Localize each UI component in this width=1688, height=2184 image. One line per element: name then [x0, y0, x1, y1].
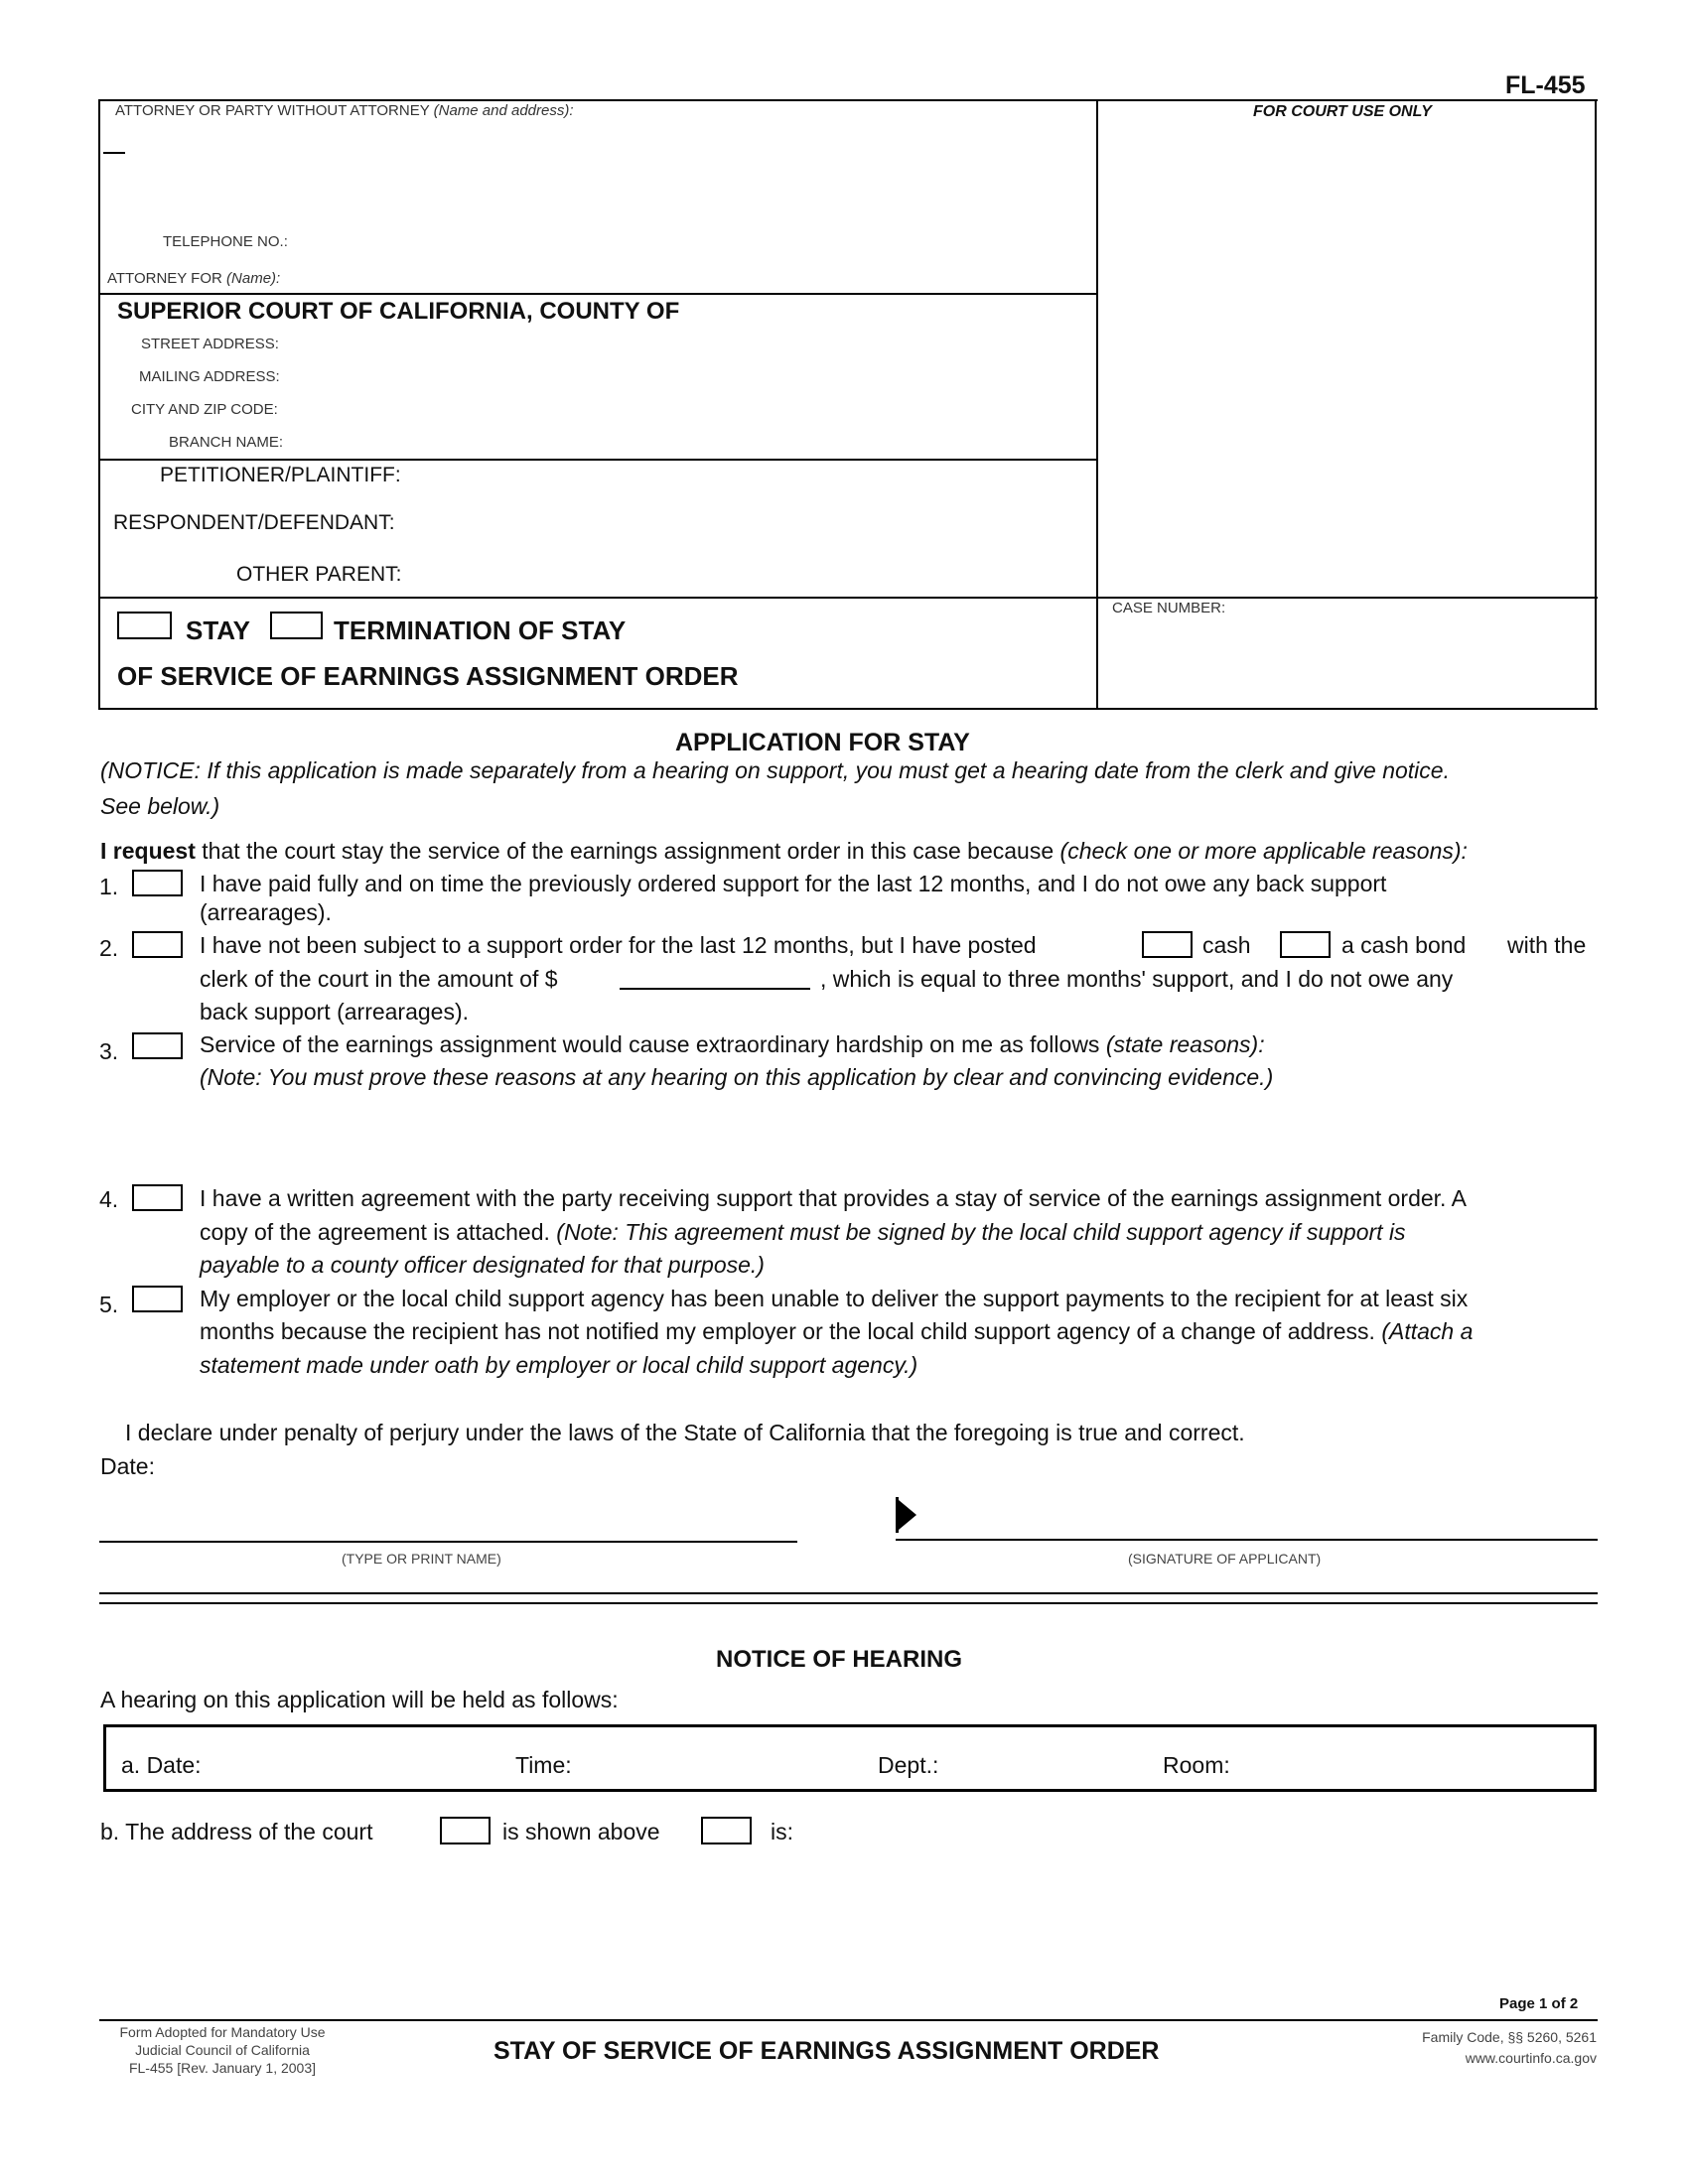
item2-checkbox[interactable]: [132, 931, 183, 958]
termination-checkbox[interactable]: [270, 612, 323, 639]
caption-bottom-border: [99, 708, 1598, 710]
case-number-label: CASE NUMBER:: [1112, 600, 1226, 616]
court-address-label: b. The address of the court: [100, 1819, 373, 1844]
item2-number: 2.: [99, 935, 119, 961]
item5-line3: statement made under oath by employer or local child support agency.): [200, 1352, 918, 1378]
adopted-line3: FL-455 [Rev. January 1, 2003]: [128, 2060, 317, 2076]
item4-checkbox[interactable]: [132, 1184, 183, 1211]
item5-number: 5.: [99, 1292, 119, 1317]
separator-top: [99, 1592, 1598, 1594]
notice-line1: (NOTICE: If this application is made separately from a hearing on support, you must get a hearing date from the clerk and give notice.: [100, 757, 1450, 783]
city-zip-label: CITY AND ZIP CODE:: [131, 401, 278, 418]
item2-line2b: , which is equal to three months' support, and I do not owe any: [820, 966, 1454, 992]
address-is-checkbox[interactable]: [701, 1817, 752, 1844]
item4-line1: I have a written agreement with the party receiving support that provides a stay of service of the earnings assignment order. A: [200, 1185, 1467, 1211]
date-label: Date:: [100, 1453, 155, 1479]
signature-line[interactable]: [896, 1539, 1598, 1541]
divider-court: [99, 293, 1097, 295]
attorney-name-mark: [103, 152, 125, 154]
request-line: I request that the court stay the service of the earnings assignment order in this case because (check one or more applicable reasons):: [100, 838, 1468, 864]
petitioner-label: PETITIONER/PLAINTIFF:: [160, 464, 401, 486]
caption-top-border: [99, 99, 1598, 101]
item4-number: 4.: [99, 1186, 119, 1212]
item5-line1: My employer or the local child support agency has been unable to deliver the support payments to the recipient for at least six: [200, 1286, 1469, 1311]
telephone-label: TELEPHONE NO.:: [163, 233, 288, 250]
application-heading: APPLICATION FOR STAY: [675, 729, 970, 756]
separator-bottom: [99, 1602, 1598, 1604]
adoption-info: [99, 2023, 346, 2077]
item3-number: 3.: [99, 1038, 119, 1064]
court-use-label: FOR COURT USE ONLY: [1253, 103, 1432, 120]
attorney-label: ATTORNEY OR PARTY WITHOUT ATTORNEY (Name and address):: [115, 102, 574, 119]
item4-line2: copy of the agreement is attached. (Note: This agreement must be signed by the local child support agency if support is: [200, 1219, 1406, 1245]
item1-number: 1.: [99, 874, 119, 899]
footer-rule: [99, 2019, 1598, 2021]
respondent-label: RESPONDENT/DEFENDANT:: [113, 511, 395, 534]
adopted-line2: Judicial Council of California: [135, 2042, 310, 2058]
page-number: Page 1 of 2: [1499, 1995, 1579, 2012]
item5-checkbox[interactable]: [132, 1286, 183, 1312]
form-title-line2: OF SERVICE OF EARNINGS ASSIGNMENT ORDER: [117, 661, 739, 691]
address-is-label: is:: [771, 1819, 793, 1844]
footer-title: STAY OF SERVICE OF EARNINGS ASSIGNMENT ORDER: [493, 2037, 1160, 2065]
item3-note: (Note: You must prove these reasons at any hearing on this application by clear and convincing evidence.): [200, 1064, 1274, 1090]
item3-checkbox[interactable]: [132, 1032, 183, 1059]
caption-left-border: [98, 99, 100, 710]
caption-divider: [1096, 99, 1098, 710]
item4-line3: payable to a county officer designated for that purpose.): [200, 1252, 765, 1278]
item2-cash-label: cash: [1202, 932, 1251, 958]
shown-above-label: is shown above: [502, 1819, 660, 1844]
caption-right-border: [1595, 99, 1597, 710]
hearing-dept-label: Dept.:: [878, 1752, 939, 1778]
street-address-label: STREET ADDRESS:: [141, 336, 279, 352]
item1-line1: I have paid fully and on time the previously ordered support for the last 12 months, and I do not owe any back support: [200, 871, 1387, 896]
adopted-line1: Form Adopted for Mandatory Use: [119, 2024, 326, 2040]
notice-line2: See below.): [100, 793, 220, 819]
item2-line3: back support (arrearages).: [200, 999, 470, 1024]
termination-label: TERMINATION OF STAY: [334, 615, 627, 645]
amount-field[interactable]: [620, 988, 810, 990]
hearing-intro: A hearing on this application will be held as follows:: [100, 1687, 619, 1712]
signature-label: (SIGNATURE OF APPLICANT): [1128, 1551, 1322, 1567]
form-number: FL-455: [1505, 71, 1586, 99]
stay-label: STAY: [186, 615, 251, 645]
stay-checkbox[interactable]: [117, 612, 172, 639]
divider-title: [99, 597, 1598, 599]
court-title: SUPERIOR COURT OF CALIFORNIA, COUNTY OF: [117, 298, 680, 325]
hearing-details-box: [103, 1724, 1597, 1792]
item3-line1: Service of the earnings assignment would cause extraordinary hardship on me as follows (state reasons):: [200, 1031, 1265, 1057]
hearing-date-label: a. Date:: [121, 1752, 202, 1778]
hearing-room-label: Room:: [1163, 1752, 1230, 1778]
item2-line1: I have not been subject to a support order for the last 12 months, but I have posted: [200, 932, 1037, 958]
address-shown-above-checkbox[interactable]: [440, 1817, 491, 1844]
website[interactable]: www.courtinfo.ca.gov: [1465, 2050, 1597, 2066]
item1-line2: (arrearages).: [200, 899, 332, 925]
attorney-for-label: ATTORNEY FOR (Name):: [107, 270, 281, 287]
item5-line2: months because the recipient has not notified my employer or the local child support agency of a change of address. (Attach a: [200, 1318, 1474, 1344]
item2-cash-checkbox[interactable]: [1142, 931, 1193, 958]
family-code: Family Code, §§ 5260, 5261: [1422, 2029, 1597, 2045]
mailing-address-label: MAILING ADDRESS:: [139, 368, 280, 385]
hearing-time-label: Time:: [515, 1752, 572, 1778]
divider-parties: [99, 459, 1097, 461]
item1-checkbox[interactable]: [132, 870, 183, 896]
item2-bond-checkbox[interactable]: [1280, 931, 1331, 958]
item2-line2a: clerk of the court in the amount of $: [200, 966, 558, 992]
declaration: I declare under penalty of perjury under the laws of the State of California that the foregoing is true and correct.: [125, 1420, 1245, 1445]
item2-with-label: with the: [1507, 932, 1587, 958]
type-name-label: (TYPE OR PRINT NAME): [342, 1551, 501, 1567]
other-parent-label: OTHER PARENT:: [236, 563, 402, 586]
hearing-heading: NOTICE OF HEARING: [716, 1646, 963, 1673]
name-line[interactable]: [99, 1541, 797, 1543]
legal-reference: [1291, 2027, 1597, 2069]
signature-arrow-icon: [896, 1497, 919, 1533]
branch-name-label: BRANCH NAME:: [169, 434, 284, 451]
item2-bond-label: a cash bond: [1341, 932, 1467, 958]
